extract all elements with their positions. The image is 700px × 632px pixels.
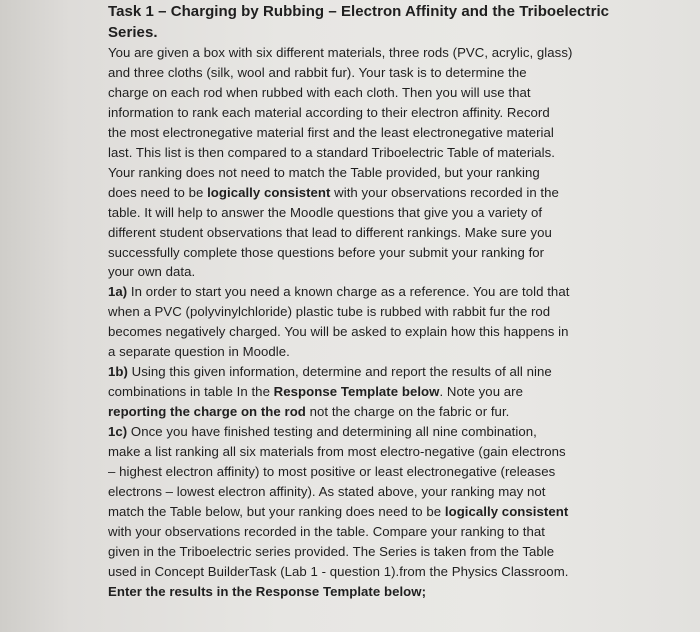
question-1b-line: not the charge on the fabric or fur. bbox=[305, 404, 510, 420]
intro-line: and three cloths (silk, wool and rabbit fur). Your task is to determine the bbox=[108, 64, 527, 80]
question-1b bbox=[108, 362, 694, 422]
intro-line: the most electronegative material first and the least electronegative material bbox=[108, 124, 554, 140]
intro-line: charge on each rod when rubbed with each cloth. Then you will use that bbox=[108, 84, 531, 100]
intro-line: does need to be bbox=[108, 184, 208, 200]
cut-off-next-line bbox=[110, 626, 150, 632]
task-title-line-2: Series. bbox=[108, 23, 158, 41]
intro-line: successfully complete those questions before your submit your ranking for bbox=[108, 244, 545, 260]
intro-line: Your ranking does not need to match the Table provided, but your ranking bbox=[108, 164, 540, 180]
task-title bbox=[108, 2, 694, 43]
question-1c bbox=[108, 422, 694, 602]
question-1c-line: given in the Triboelectric series provided. The Series is taken from the Table bbox=[108, 543, 555, 559]
question-1c-label: 1c) bbox=[108, 424, 128, 440]
question-1a-line: a separate question in Moodle. bbox=[108, 344, 290, 360]
question-1b-line: Using this given information, determine and report the results of all nine bbox=[127, 364, 552, 380]
intro-emphasis: logically consistent bbox=[207, 184, 331, 200]
question-1c-emphasis: Enter the results in the Response Template below; bbox=[108, 583, 427, 599]
question-1c-line: match the Table below, but your ranking does need to be bbox=[108, 503, 445, 519]
question-1c-line: make a list ranking all six materials from most electro-negative (gain electrons bbox=[108, 444, 566, 460]
question-1c-line: used in Concept BuilderTask (Lab 1 - question 1).from the Physics Classroom. bbox=[108, 563, 569, 579]
question-1a-line: In order to start you need a known charge as a reference. You are told that bbox=[127, 284, 570, 300]
question-1b-label: 1b) bbox=[108, 364, 128, 380]
question-1c-line: – highest electron affinity) to most positive or least electronegative (releases bbox=[108, 464, 556, 480]
question-1b-line: combinations in table In the bbox=[108, 384, 274, 400]
intro-line: your own data. bbox=[108, 264, 196, 280]
question-1b-emphasis: Response Template below bbox=[273, 384, 440, 400]
question-1a bbox=[108, 282, 694, 362]
question-1a-label: 1a) bbox=[108, 284, 128, 300]
intro-line: different student observations that lead to different rankings. Make sure you bbox=[108, 224, 552, 240]
document-page bbox=[108, 2, 694, 602]
question-1a-line: when a PVC (polyvinylchloride) plastic tube is rubbed with rabbit fur the rod bbox=[108, 304, 551, 320]
intro-paragraph bbox=[108, 43, 694, 282]
question-1c-line: electrons – lowest electron affinity). As stated above, your ranking may not bbox=[108, 483, 546, 499]
question-1a-line: becomes negatively charged. You will be asked to explain how this happens in bbox=[108, 324, 569, 340]
question-1b-line: . Note you are bbox=[439, 384, 524, 400]
question-1c-emphasis: logically consistent bbox=[444, 503, 569, 519]
intro-line: last. This list is then compared to a standard Triboelectric Table of materials. bbox=[108, 144, 555, 160]
intro-line: You are given a box with six different materials, three rods (PVC, acrylic, glass) bbox=[108, 45, 573, 60]
question-1c-line: Once you have finished testing and determining all nine combination, bbox=[127, 424, 537, 440]
question-1b-emphasis: reporting the charge on the rod bbox=[108, 404, 306, 420]
intro-line: information to rank each material according to their electron affinity. Record bbox=[108, 104, 550, 120]
question-1c-line: with your observations recorded in the table. Compare your ranking to that bbox=[108, 523, 545, 539]
intro-line: with your observations recorded in the bbox=[330, 184, 559, 200]
intro-line: table. It will help to answer the Moodle questions that give you a variety of bbox=[108, 204, 543, 220]
task-title-line-1: Task 1 – Charging by Rubbing – Electron Affinity and the Triboelectric bbox=[108, 3, 610, 20]
